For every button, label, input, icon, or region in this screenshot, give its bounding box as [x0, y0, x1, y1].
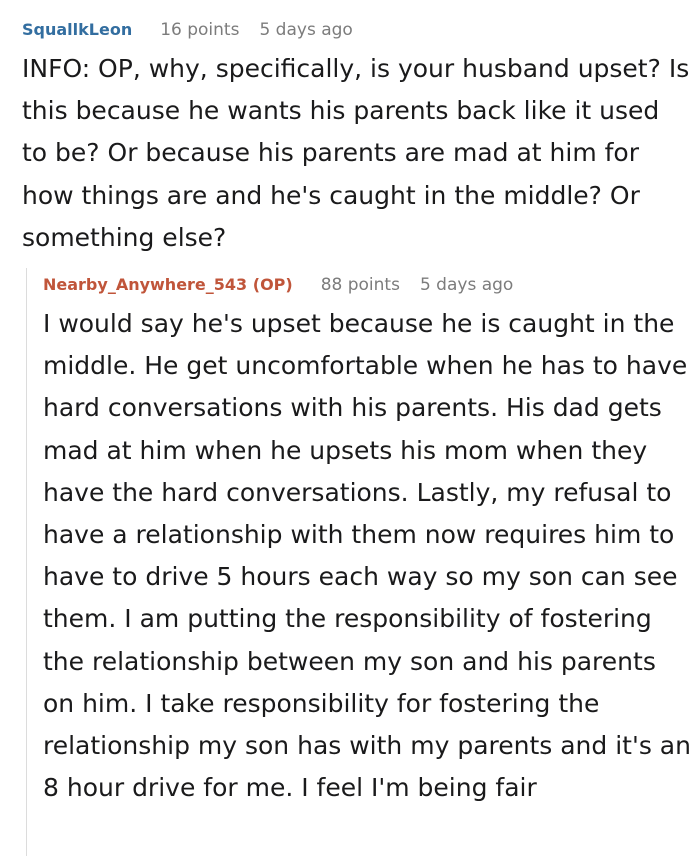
comment-meta	[43, 271, 693, 299]
reply-comment	[43, 271, 693, 809]
comment-points: 16 points	[160, 20, 240, 40]
comment-body: I would say he's upset because he is caught in the middle. He get uncomfortable when he has to have hard conversations with his parents. His dad gets mad at him when he upsets his mom when they have the hard conversations. Lastly, my refusal to have a relationship with them now requires him to have to drive 5 hours each way so my son can see them. I am putting the responsibility of fostering the relationship between my son and his parents on him. I take responsibility for fostering the relationship my son has with my parents and it's an 8 hour drive for me. I feel I'm being fair	[43, 309, 691, 803]
comment-points: 88 points	[320, 275, 400, 295]
thread-line[interactable]	[26, 268, 27, 856]
comment	[22, 16, 692, 259]
comment-author-link[interactable]: SquallkLeon	[22, 20, 133, 39]
comment-body: INFO: OP, why, specifically, is your husband upset? Is this because he wants his parents back like it used to be? Or because his parents are mad at him for how things are and he's caught in the middle? Or something else?	[22, 54, 690, 252]
comment-timestamp[interactable]: 5 days ago	[259, 20, 353, 40]
op-author-link[interactable]: Nearby_Anywhere_543 (OP)	[43, 275, 293, 294]
comment-meta	[22, 16, 692, 44]
comment-timestamp[interactable]: 5 days ago	[419, 275, 514, 295]
